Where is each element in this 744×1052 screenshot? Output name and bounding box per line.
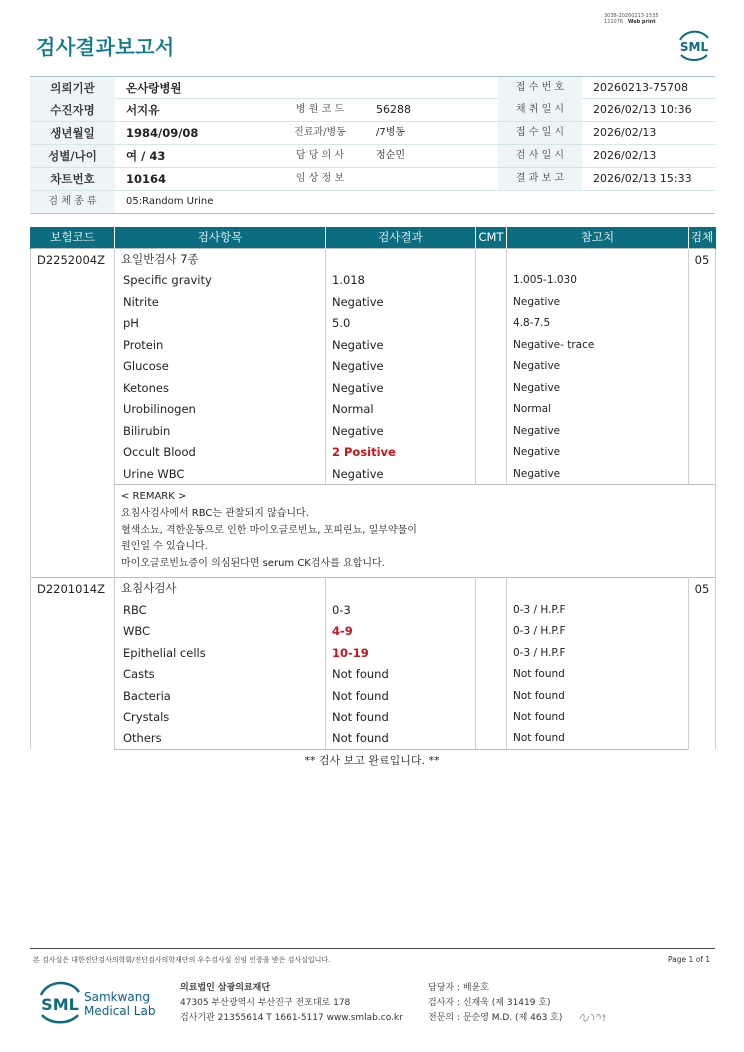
col-header: 검사결과 [326, 227, 476, 248]
test-result: 2 Positive [326, 442, 476, 464]
test-name: Nitrite [115, 291, 326, 313]
group-ref [507, 248, 689, 270]
page-title: 검사결과보고서 [36, 35, 175, 59]
test-name: Epithelial cells [115, 642, 326, 664]
test-reference: Normal [507, 399, 689, 421]
info-row [30, 168, 715, 191]
specimen-label: 검 체 종 류 [30, 191, 115, 213]
brand-name [84, 990, 155, 1018]
test-cmt [476, 356, 507, 378]
test-result: Negative [326, 420, 476, 442]
info-value-3: 2026/02/13 [593, 126, 657, 139]
table-row [31, 420, 716, 442]
info-value-2: 56288 [376, 103, 411, 116]
test-reference: Negative [507, 356, 689, 378]
info-label-3: 결 과 보 고 [498, 168, 582, 190]
info-label-2 [278, 77, 362, 99]
results-table [30, 227, 716, 750]
test-reference: Negative [507, 377, 689, 399]
logo-text: SML [679, 40, 709, 54]
remark-line: < REMARK > [121, 491, 187, 502]
test-result: 1.018 [326, 270, 476, 292]
test-name: Crystals [115, 706, 326, 728]
test-result: Not found [326, 685, 476, 707]
table-row [31, 663, 716, 685]
test-reference: Negative [507, 463, 689, 485]
specimen-code: 05 [689, 248, 716, 485]
test-reference: 0-3 / H.P.F [507, 620, 689, 642]
test-cmt [476, 728, 507, 750]
test-cmt [476, 706, 507, 728]
remark-cell [115, 485, 716, 578]
test-cmt [476, 377, 507, 399]
info-label-2: 진료과/병동 [294, 127, 346, 138]
test-reference: Negative [507, 442, 689, 464]
corporation-info [180, 981, 403, 1026]
insurance-code: D2201014Z [31, 577, 115, 749]
col-header: 검체 [689, 227, 716, 248]
info-value: 10164 [126, 172, 167, 186]
info-label-3: 접 수 일 시 [498, 122, 582, 144]
test-name: Bacteria [115, 685, 326, 707]
info-value-3: 20260213-75708 [593, 81, 688, 94]
test-result: Negative [326, 356, 476, 378]
page-number: Page 1 of 1 [668, 955, 711, 964]
col-header: CMT [476, 227, 507, 248]
test-name: Others [115, 728, 326, 750]
table-row [31, 685, 716, 707]
test-cmt [476, 620, 507, 642]
print-id: 121076 [604, 19, 624, 25]
info-value-2: /7병동 [376, 127, 406, 138]
specimen-code: 05 [689, 577, 716, 749]
group-name: 요침사검사 [115, 577, 326, 599]
corp-name: 의료법인 삼광의료재단 [180, 983, 271, 993]
test-result: Normal [326, 399, 476, 421]
print-mode: Web print [627, 19, 656, 25]
info-value: 온사랑병원 [126, 81, 182, 95]
brand-line: Medical Lab [84, 1004, 156, 1018]
brand-line: Samkwang [84, 990, 150, 1004]
info-label: 의뢰기관 [30, 77, 115, 99]
results-body [31, 248, 716, 749]
info-label-2: 병 원 코 드 [295, 104, 345, 115]
test-reference: 4.8-7.5 [507, 313, 689, 335]
test-result: Negative [326, 291, 476, 313]
group-row [31, 577, 716, 599]
remark-line: 요침사검사에서 RBC는 관찰되지 않습니다. [121, 507, 309, 519]
staff-line: 전문의 : 문순영 M.D. (제 463 호) [428, 1013, 563, 1023]
table-row [31, 442, 716, 464]
test-name: Glucose [115, 356, 326, 378]
test-reference: Not found [507, 663, 689, 685]
test-reference: Not found [507, 728, 689, 750]
group-result [326, 248, 476, 270]
remark-row [31, 485, 716, 578]
group-cmt [476, 577, 507, 599]
group-row [31, 248, 716, 270]
test-cmt [476, 663, 507, 685]
corp-address: 47305 부산광역시 부산진구 전포대로 178 [180, 998, 351, 1008]
test-name: Protein [115, 334, 326, 356]
table-row [31, 313, 716, 335]
table-row [31, 463, 716, 485]
group-name: 요일반검사 7종 [115, 248, 326, 270]
specimen-value: 05:Random Urine [126, 196, 214, 207]
results-header [31, 227, 716, 248]
staff-line: 검사자 : 신재욱 (제 31419 호) [428, 998, 551, 1008]
test-name: WBC [115, 620, 326, 642]
table-row [31, 399, 716, 421]
test-cmt [476, 685, 507, 707]
table-row [31, 599, 716, 621]
info-label-3: 채 취 일 시 [498, 99, 582, 121]
table-row [31, 642, 716, 664]
test-reference: Negative- trace [507, 334, 689, 356]
footer-divider [30, 948, 715, 949]
test-reference: 1.005-1.030 [507, 270, 689, 292]
staff-info [428, 981, 562, 1026]
info-row-specimen [30, 191, 715, 214]
group-result [326, 577, 476, 599]
test-result: Not found [326, 663, 476, 685]
remark-line: 원인일 수 있습니다. [121, 541, 208, 553]
test-result: Not found [326, 706, 476, 728]
table-row [31, 377, 716, 399]
info-value: 1984/09/08 [126, 126, 199, 140]
info-row [30, 145, 715, 168]
test-reference: 0-3 / H.P.F [507, 642, 689, 664]
test-cmt [476, 399, 507, 421]
info-label-3: 검 사 일 시 [498, 145, 582, 167]
info-label-2: 담 당 의 사 [295, 150, 345, 161]
certification-text: 본 검사실은 대한진단검사의학회/진단검사의학재단의 우수검사실 신임 인증을 받은 검사실입니다. [33, 956, 331, 964]
test-reference: Negative [507, 420, 689, 442]
info-value-3: 2026/02/13 15:33 [593, 172, 692, 185]
test-result: 10-19 [326, 642, 476, 664]
test-cmt [476, 599, 507, 621]
sml-logo-icon [676, 28, 712, 62]
test-name: Casts [115, 663, 326, 685]
insurance-code: D2252004Z [31, 248, 115, 577]
info-value-3: 2026/02/13 10:36 [593, 103, 692, 116]
table-row [31, 291, 716, 313]
test-result: Not found [326, 728, 476, 750]
col-header: 참고치 [507, 227, 689, 248]
col-header: 보험코드 [31, 227, 115, 248]
info-label-3: 접 수 번 호 [498, 77, 582, 99]
test-cmt [476, 442, 507, 464]
col-header: 검사항목 [115, 227, 326, 248]
test-cmt [476, 463, 507, 485]
test-name: Bilirubin [115, 420, 326, 442]
info-label: 차트번호 [30, 168, 115, 190]
test-cmt [476, 642, 507, 664]
test-result: Negative [326, 377, 476, 399]
table-row [31, 270, 716, 292]
signature-icon [578, 1010, 608, 1024]
test-cmt [476, 313, 507, 335]
test-cmt [476, 420, 507, 442]
corp-contact: 검사기관 21355614 T 1661-5117 www.smlab.co.kr [180, 1013, 403, 1023]
group-cmt [476, 248, 507, 270]
group-ref [507, 577, 689, 599]
test-reference: Not found [507, 685, 689, 707]
info-row [30, 99, 715, 122]
remark-line: 혈색소뇨, 격한운동으로 인한 마이오글로빈뇨, 포피린뇨, 일부약물이 [121, 524, 417, 536]
print-info [604, 13, 659, 25]
test-result: 0-3 [326, 599, 476, 621]
test-result: Negative [326, 334, 476, 356]
test-name: Occult Blood [115, 442, 326, 464]
test-result: 4-9 [326, 620, 476, 642]
info-row [30, 122, 715, 145]
test-name: Specific gravity [115, 270, 326, 292]
remark-line: 마이오글로빈뇨증이 의심된다면 serum CK검사를 요합니다. [121, 558, 385, 570]
test-result: 5.0 [326, 313, 476, 335]
test-name: pH [115, 313, 326, 335]
table-row [31, 334, 716, 356]
info-row [30, 76, 715, 99]
test-reference: Not found [507, 706, 689, 728]
test-cmt [476, 291, 507, 313]
patient-info [30, 76, 715, 214]
test-name: RBC [115, 599, 326, 621]
info-value-2: 정순민 [376, 150, 405, 161]
info-label-2: 임 상 정 보 [295, 173, 345, 184]
test-name: Urobilinogen [115, 399, 326, 421]
test-cmt [476, 270, 507, 292]
staff-line: 담당자 : 배윤호 [428, 983, 489, 993]
info-label: 수진자명 [30, 99, 115, 121]
info-value: 여 / 43 [126, 149, 166, 163]
info-label: 생년월일 [30, 122, 115, 144]
samkwang-logo-icon [36, 980, 84, 1024]
print-code: 3038-20260213-1535 [604, 13, 659, 19]
info-value: 서지유 [126, 103, 160, 117]
info-label: 성별/나이 [30, 145, 115, 167]
test-cmt [476, 334, 507, 356]
table-row [31, 728, 716, 750]
test-result: Negative [326, 463, 476, 485]
logo-text: SML [41, 995, 79, 1014]
table-row [31, 706, 716, 728]
report-complete-text: ** 검사 보고 완료입니다. ** [304, 754, 440, 767]
table-row [31, 356, 716, 378]
test-reference: 0-3 / H.P.F [507, 599, 689, 621]
table-row [31, 620, 716, 642]
info-value-3: 2026/02/13 [593, 149, 657, 162]
test-name: Urine WBC [115, 463, 326, 485]
test-reference: Negative [507, 291, 689, 313]
test-name: Ketones [115, 377, 326, 399]
